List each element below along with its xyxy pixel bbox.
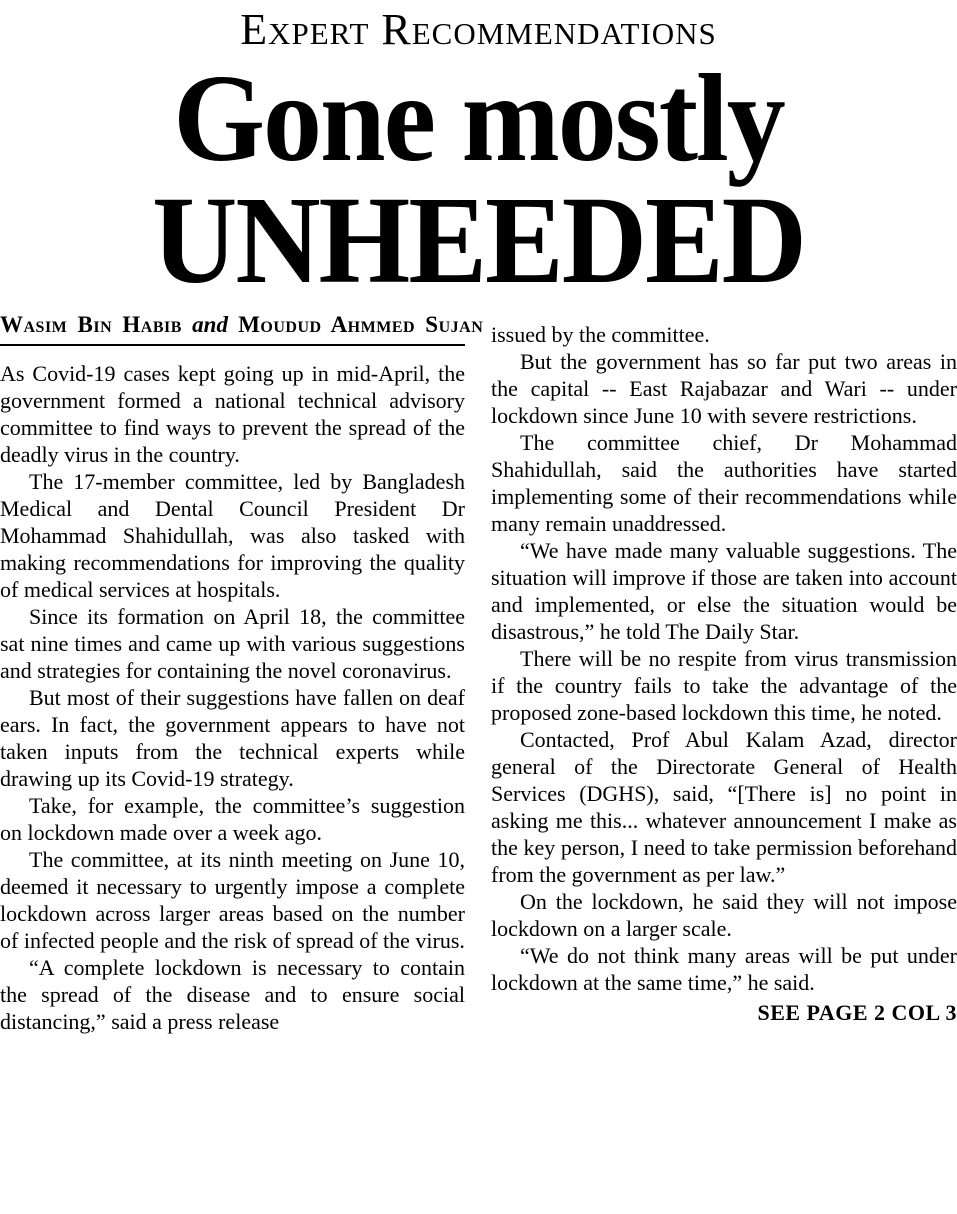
paragraph: issued by the committee. — [491, 322, 710, 348]
headline — [0, 48, 957, 310]
paragraph: As Covid-19 cases kept going up in mid-April, the government formed a national technical advisory committee to find ways to prevent the spread of the deadly virus in the country. — [0, 360, 465, 467]
kicker: Expert Recommendations — [240, 5, 717, 54]
byline-author-2: Moudud Ahmmed Sujan — [238, 312, 484, 338]
paragraph: “We do not think many areas will be put under lockdown at the same time,” he said. — [491, 943, 957, 996]
paragraph: On the lockdown, he said they will not impose lockdown on a larger scale. — [491, 889, 957, 942]
column-right — [491, 311, 957, 1035]
paragraph: The committee, at its ninth meeting on June 10, deemed it necessary to urgently impose a complete lockdown across larger areas based on the number of infected people and the risk of spread of the virus. — [0, 846, 465, 953]
byline — [0, 311, 484, 339]
byline-rule — [0, 344, 465, 346]
article-body — [0, 311, 957, 1035]
continuation-note: SEE PAGE 2 COL 3 — [757, 1000, 957, 1026]
byline-connector: and — [192, 312, 228, 338]
paragraph: “A complete lockdown is necessary to contain the spread of the disease and to ensure social distancing,” said a press release — [0, 954, 465, 1034]
paragraph: There will be no respite from virus transmission if the country fails to take the advantage of the proposed zone-based lockdown this time, he noted. — [491, 646, 957, 726]
paragraph: Take, for example, the committee’s suggestion on lockdown made over a week ago. — [0, 792, 465, 845]
paragraph: “We have made many valuable suggestions. The situation will improve if those are taken into account and implemented, or else the situation would be disastrous,” he told The Daily Star. — [491, 538, 957, 645]
headline-line1: Gone mostly — [173, 48, 784, 188]
column-left — [0, 311, 484, 1035]
paragraph: Contacted, Prof Abul Kalam Azad, director general of the Directorate General of Health Services (DGHS), said, “[There is] no point in asking me this... whatever announcement I make as the key person, I need to take permission beforehand from the government as per law.” — [491, 727, 957, 888]
article-header — [0, 0, 957, 310]
headline-line2: UNHEEDED — [152, 170, 805, 310]
paragraph: The committee chief, Dr Mohammad Shahidullah, said the authorities have started implementing some of their recommendations while many remain unaddressed. — [491, 430, 957, 537]
paragraph: The 17-member committee, led by Bangladesh Medical and Dental Council President Dr Mohammad Shahidullah, was also tasked with making recommendations for improving the quality of medical services at hospitals. — [0, 468, 465, 602]
paragraph: But the government has so far put two areas in the capital -- East Rajabazar and Wari -- under lockdown since June 10 with severe restrictions. — [491, 349, 957, 429]
paragraph: But most of their suggestions have fallen on deaf ears. In fact, the government appears to have not taken inputs from the technical experts while drawing up its Covid-19 strategy. — [0, 684, 465, 791]
byline-author-1: Wasim Bin Habib — [0, 312, 182, 338]
paragraph: Since its formation on April 18, the committee sat nine times and came up with various suggestions and strategies for containing the novel coronavirus. — [0, 603, 465, 683]
